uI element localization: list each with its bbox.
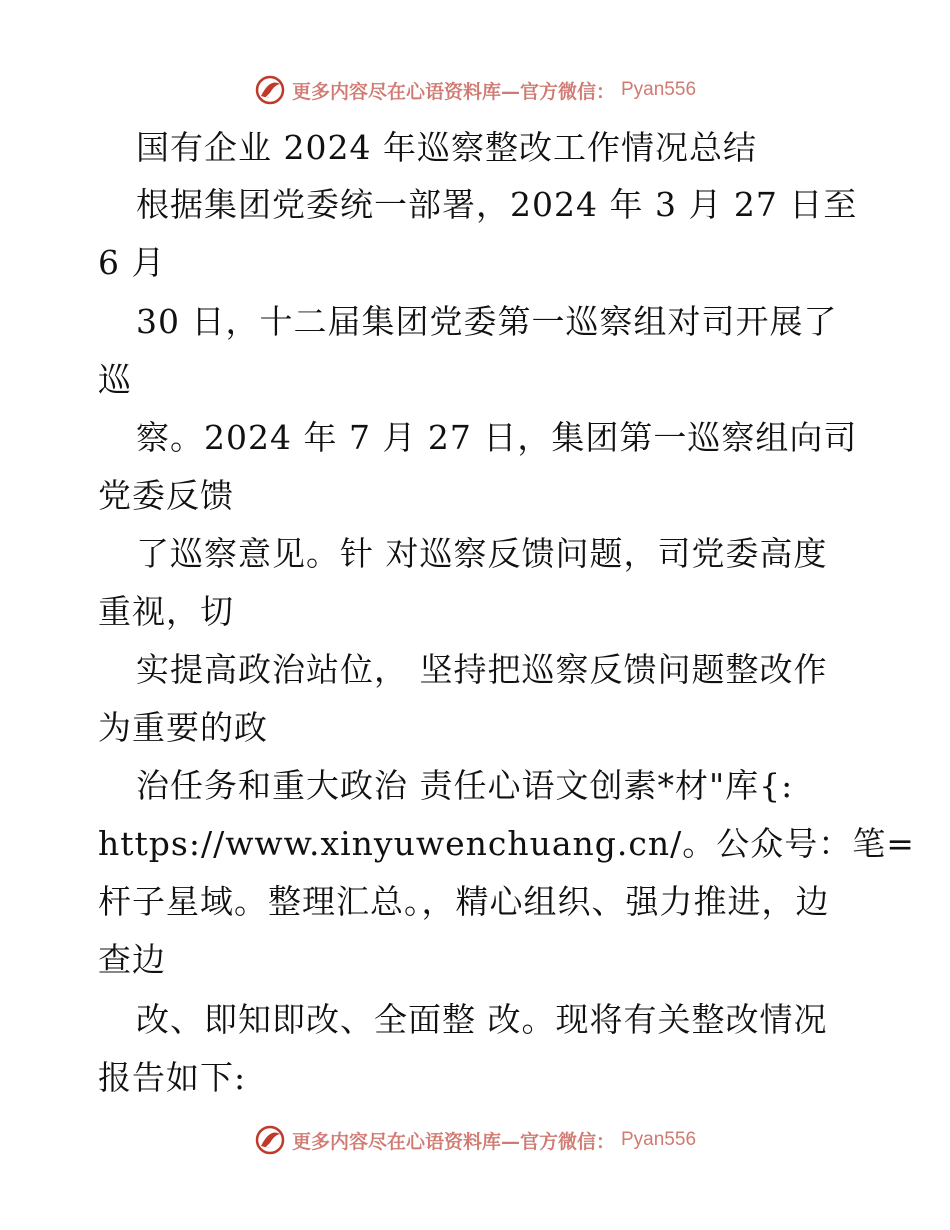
text-line: 重视，切 [98, 592, 234, 631]
banner-account: Pyan556 [621, 79, 697, 100]
text-line: 查边 [98, 940, 166, 979]
text-line: 了巡察意见。针 对巡察反馈问题，司党委高度 [136, 534, 828, 573]
document-title: 国有企业 2024 年巡察整改工作情况总结 [136, 128, 757, 167]
footer-banner[interactable] [0, 1120, 950, 1160]
header-banner[interactable] [0, 70, 950, 110]
text-line: 巡 [98, 360, 132, 399]
text-line: 30 日，十二届集团党委第一巡察组对司开展了 [136, 302, 838, 341]
text-line: 6 月 [98, 243, 166, 282]
text-line: 根据集团党委统一部署，2024 年 3 月 27 日至 [136, 185, 858, 224]
text-line: 党委反馈 [98, 476, 234, 515]
text-line: 实提高政治站位， 坚持把巡察反馈问题整改作 [136, 650, 828, 689]
text-line: 为重要的政 [98, 708, 268, 747]
banner-text: 更多内容尽在心语资料库—官方微信： [291, 1130, 615, 1153]
brand-logo-icon [254, 1124, 286, 1156]
text-line: 治任务和重大政治 责任心语文创素*材"库{: [136, 766, 794, 805]
text-line: 察。2024 年 7 月 27 日，集团第一巡察组向司 [136, 418, 858, 457]
text-line: 报告如下: [98, 1058, 247, 1097]
brand-logo-icon [254, 74, 286, 106]
text-line: 杆子星域。整理汇总。，精心组织、强力推进，边 [98, 882, 830, 921]
banner-account: Pyan556 [621, 1129, 697, 1150]
text-line: 改、即知即改、全面整 改。现将有关整改情况 [136, 1000, 828, 1039]
text-line[interactable]: https://www.xinyuwenchuang.cn/。公众号：笔= [98, 824, 915, 863]
banner-text: 更多内容尽在心语资料库—官方微信： [291, 80, 615, 103]
